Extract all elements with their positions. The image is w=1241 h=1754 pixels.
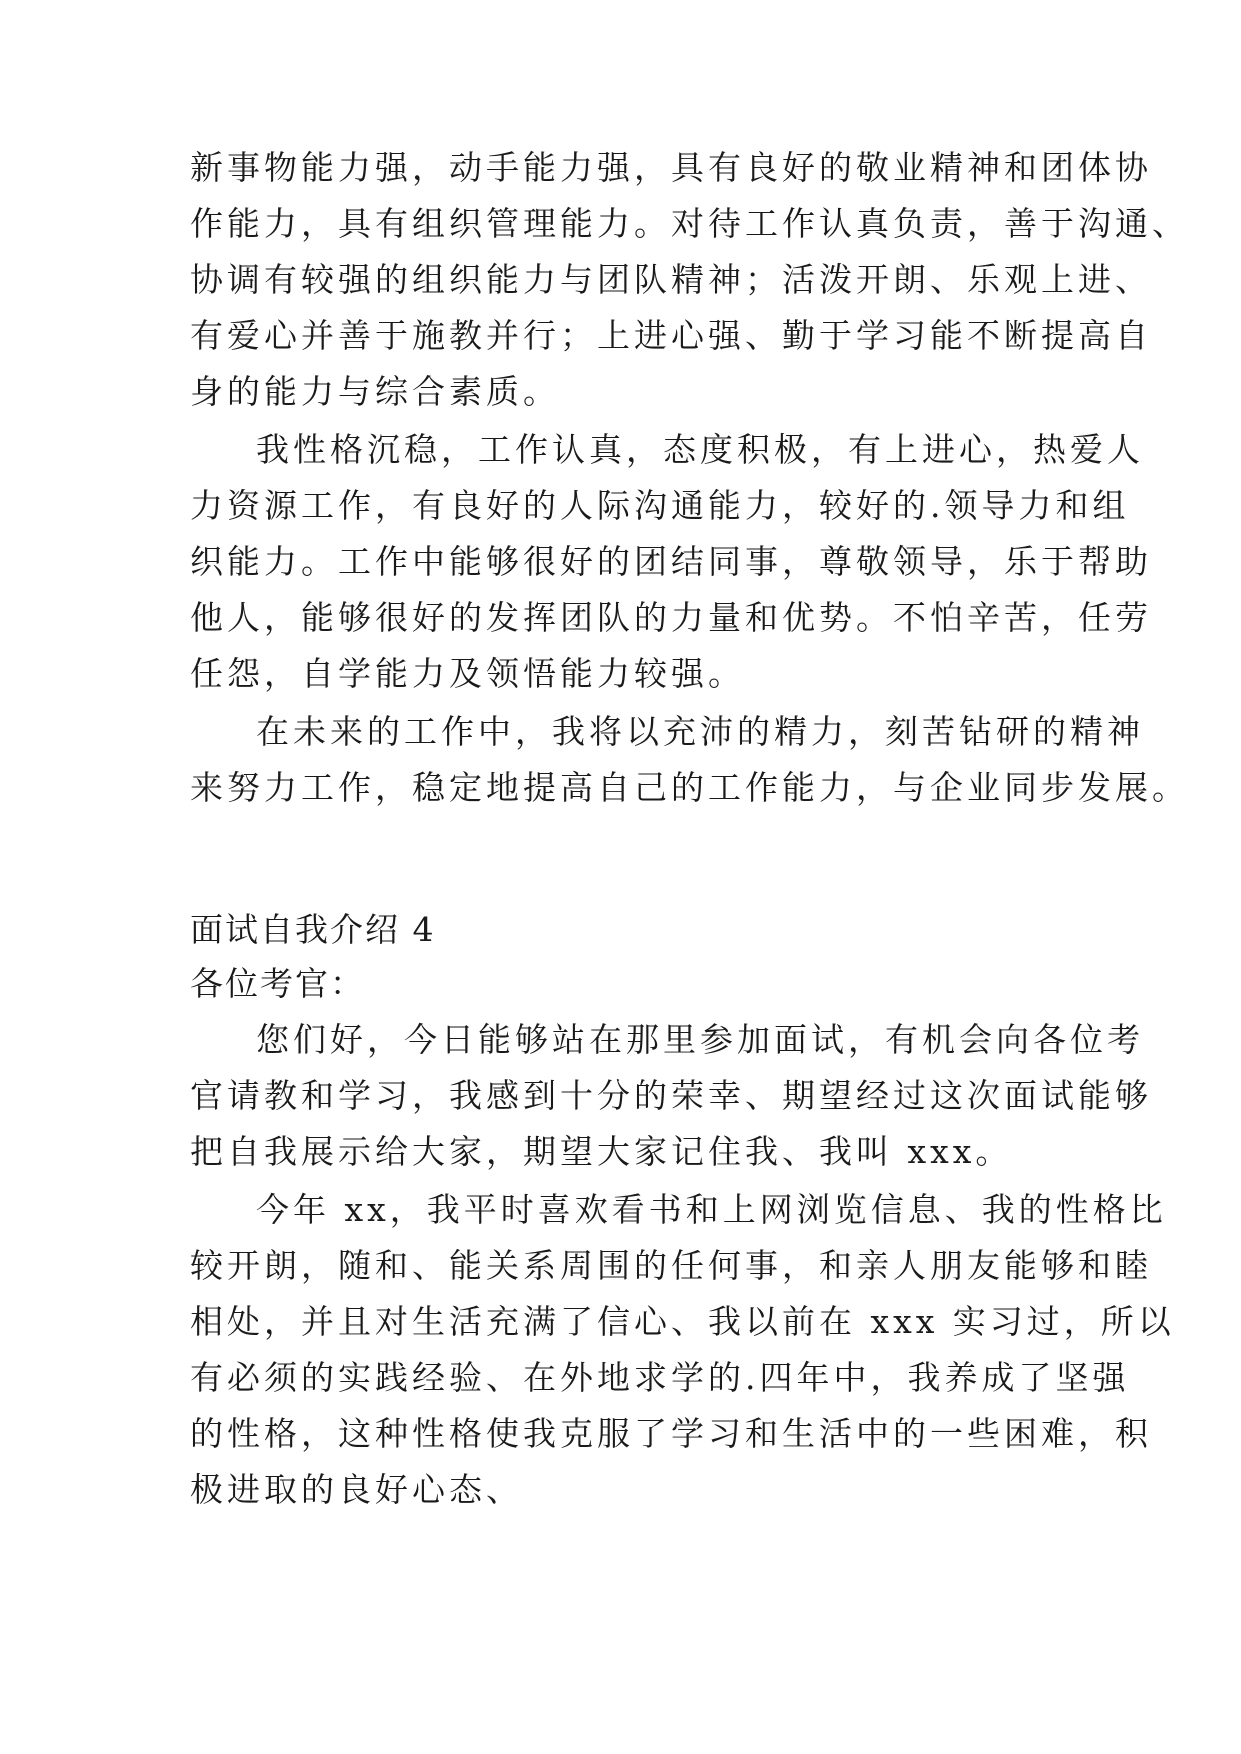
text-line: 来努力工作，稳定地提高自己的工作能力，与企业同步发展。 xyxy=(190,768,1189,807)
text-line: 力资源工作，有良好的人际沟通能力，较好的.领导力和组 xyxy=(190,486,1130,525)
text-line: 织能力。工作中能够很好的团结同事，尊敬领导，乐于帮助 xyxy=(190,542,1152,581)
text-line: 您们好，今日能够站在那里参加面试，有机会向各位考 xyxy=(256,1020,1144,1059)
text-line: 的性格，这种性格使我克服了学习和生活中的一些困难，积 xyxy=(190,1414,1152,1453)
text-line: 官请教和学习，我感到十分的荣幸、期望经过这次面试能够 xyxy=(190,1076,1152,1115)
text-line: 相处，并且对生活充满了信心、我以前在 xxx 实习过，所以 xyxy=(190,1302,1175,1341)
text-line: 协调有较强的组织能力与团队精神；活泼开朗、乐观上进、 xyxy=(190,260,1152,299)
text-line: 新事物能力强，动手能力强，具有良好的敬业精神和团体协 xyxy=(190,148,1152,187)
section-title: 面试自我介绍 4 xyxy=(190,910,436,949)
text-line: 极进取的良好心态、 xyxy=(190,1470,523,1509)
text-line: 今年 xx，我平时喜欢看书和上网浏览信息、我的性格比 xyxy=(256,1190,1167,1229)
text-line: 有必须的实践经验、在外地求学的.四年中，我养成了坚强 xyxy=(190,1358,1130,1397)
text-line: 较开朗，随和、能关系周围的任何事，和亲人朋友能够和睦 xyxy=(190,1246,1152,1285)
text-line: 在未来的工作中，我将以充沛的精力，刻苦钻研的精神 xyxy=(256,712,1144,751)
text-line: 任怨，自学能力及领悟能力较强。 xyxy=(190,654,745,693)
salutation: 各位考官： xyxy=(190,964,365,1003)
text-line: 把自我展示给大家，期望大家记住我、我叫 xxx。 xyxy=(190,1132,1013,1171)
text-line: 他人，能够很好的发挥团队的力量和优势。不怕辛苦，任劳 xyxy=(190,598,1152,637)
text-line: 有爱心并善于施教并行；上进心强、勤于学习能不断提高自 xyxy=(190,316,1152,355)
text-line: 我性格沉稳，工作认真，态度积极，有上进心，热爱人 xyxy=(256,430,1144,469)
text-line: 身的能力与综合素质。 xyxy=(190,372,560,411)
text-line: 作能力，具有组织管理能力。对待工作认真负责，善于沟通、 xyxy=(190,204,1189,243)
